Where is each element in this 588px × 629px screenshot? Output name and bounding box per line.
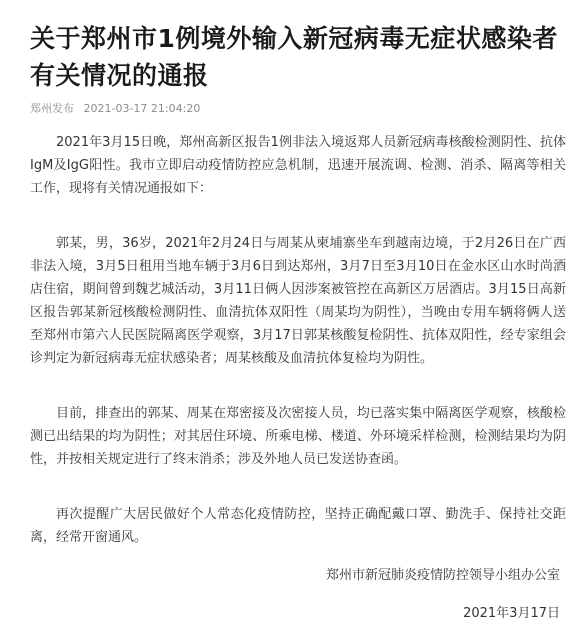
paragraph-case-details: 郭某，男，36岁，2021年2月24日与周某从柬埔寨坐车到越南边境，于2月26日在广西非法入境，3月5日租用当地车辆于3月6日到达郑州，3月7日至3月10日在金水区山水时尚酒店住宿，期间曾到魏艺城活动，3月11日俩人因涉案被管控在高新区万居酒店。3月15日高新区报告郭某新冠核酸检测阴性、血清抗体双阳性（周某均为阴性），当晚由专用车辆将俩人送至郑州市第六人民医院隔离医学观察，3月17日郭某核酸复检阴性、抗体双阳性，经专家组会诊判定为新冠病毒无症状感染者；周某核酸及血清抗体复检均为阴性。 [30, 236, 566, 366]
article-meta [30, 102, 566, 116]
signature-date: 2021年3月17日 [463, 606, 560, 621]
signature-org: 郑州市新冠肺炎疫情防控领导小组办公室 [325, 568, 560, 583]
source-link[interactable]: 郑州发布 [30, 102, 74, 115]
article-body [30, 131, 566, 549]
paragraph-intro: 2021年3月15日晚，郑州高新区报告1例非法入境返郑人员新冠病毒核酸检测阴性、抗体IgM及IgG阳性。我市立即启动疫情防控应急机制，迅速开展流调、检测、消杀、隔离等相关工作，现将有关情况通报如下： [30, 135, 566, 196]
paragraph-current-status: 目前，排查出的郭某、周某在郑密接及次密接人员，均已落实集中隔离医学观察，核酸检测已出结果的均为阴性；对其居住环境、所乘电梯、楼道、外环境采样检测，检测结果均为阴性，并按相关规定进行了终末消杀；涉及外地人员已发送协查函。 [30, 406, 566, 467]
publish-time: 2021-03-17 21:04:20 [83, 102, 201, 115]
article-title: 关于郑州市1例境外输入新冠病毒无症状感染者有关情况的通报 [30, 24, 558, 90]
paragraph-reminder: 再次提醒广大居民做好个人常态化疫情防控，坚持正确配戴口罩、勤洗手、保持社交距离，经常开窗通风。 [30, 507, 566, 545]
